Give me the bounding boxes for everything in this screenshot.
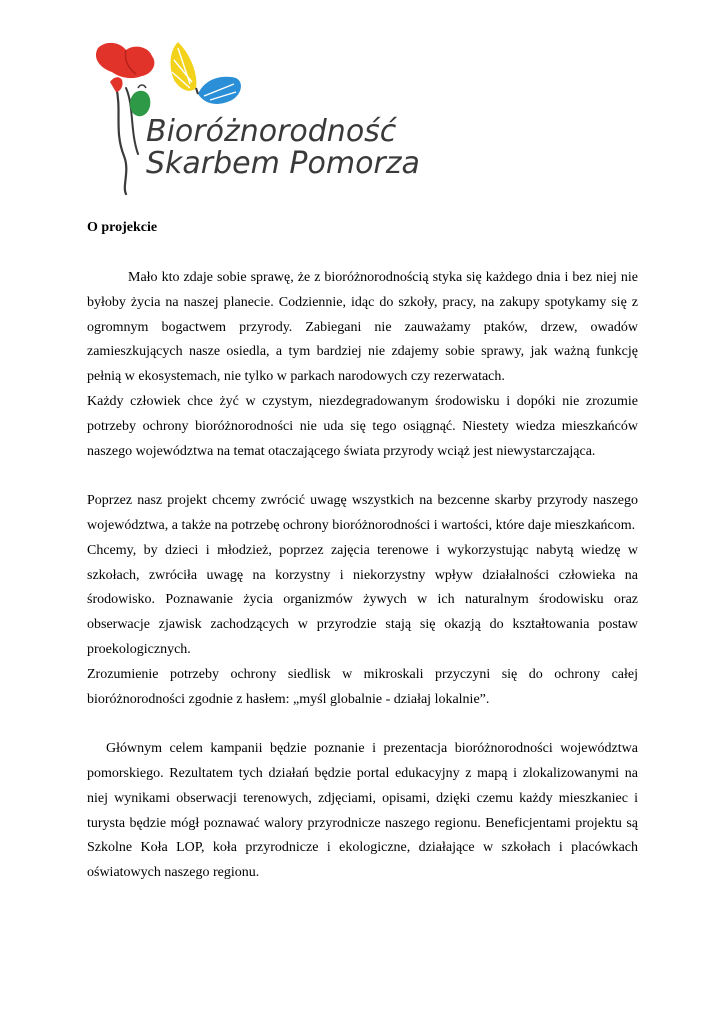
logo-wordmark (146, 114, 420, 181)
paragraph: Mało kto zdaje sobie sprawę, że z bioróżnorodnością styka się każdego dnia i bez niej nie byłoby życia na naszej planecie. Codziennie, idąc do szkoły, pracy, na zakupy spotykamy się z ogromnym bogactwem przyrody. Zabiegani nie zauważamy ptaków, drzew, owadów zamieszkujących nasze osiedla, a tym bardziej nie zdajemy sobie sprawy, jak ważną funkcję pełnią w ekosystemach, nie tylko w parkach narodowych czy rezerwatach. (87, 270, 638, 385)
flower-icon (96, 43, 154, 116)
logo-line-1: Bioróżnorodność (146, 114, 397, 149)
section-title: O projekcie (87, 220, 158, 235)
paragraph: Każdy człowiek chce żyć w czystym, niezdegradowanym środowisku i dopóki nie zrozumie potrzeby ochrony bioróżnorodności nie uda się tego osiągnąć. Niestety wiedza mieszkańców naszego województwa na temat otaczającego świata przyrody wciąż jest niewystarczająca. (87, 393, 638, 459)
paragraph: Głównym celem kampanii będzie poznanie i prezentacja bioróżnorodności województwa pomorskiego. Rezultatem tych działań będzie portal edukacyjny z mapą i zlokalizowanymi na niej wynikami obserwacji terenowych, zdjęciami, opisami, dzięki czemu każdy mieszkaniec i turysta będzie mógł poznawać walory przyrodnicze naszego regionu. Beneficjentami projektu są Szkolne Koła LOP, koła przyrodnicze i ekologiczne, działające w szkołach i placówkach oświatowych naszego regionu. (87, 741, 638, 881)
paragraph: Chcemy, by dzieci i młodzież, poprzez zajęcia terenowe i wykorzystując nabytą wiedzę w szkołach, zwróciła uwagę na korzystny i niekorzystny wpływ działalności człowieka na środowisko. Poznawanie życia organizmów żywych w ich naturalnym środowisku oraz obserwacje zjawisk zachodzących w przyrodzie stają się okazją do kształtowania postaw proekologicznych. (87, 542, 638, 657)
project-logo (86, 36, 420, 196)
paragraph: Zrozumienie potrzeby ochrony siedlisk w mikroskali przyczyni się do ochrony całej bioróżnorodności zgodnie z hasłem: „myśl globalnie - działaj lokalnie”. (87, 666, 638, 707)
paragraph: Poprzez nasz projekt chcemy zwrócić uwagę wszystkich na bezcenne skarby przyrody naszego województwa, a także na potrzebę ochrony bioróżnorodności i wartości, które daje mieszkańcom. (87, 493, 638, 533)
paragraph-gap (87, 464, 638, 489)
logo-line-2: Skarbem Pomorza (146, 146, 420, 181)
butterfly-icon (171, 42, 241, 104)
paragraph-gap (87, 712, 638, 737)
document-body (87, 216, 638, 886)
